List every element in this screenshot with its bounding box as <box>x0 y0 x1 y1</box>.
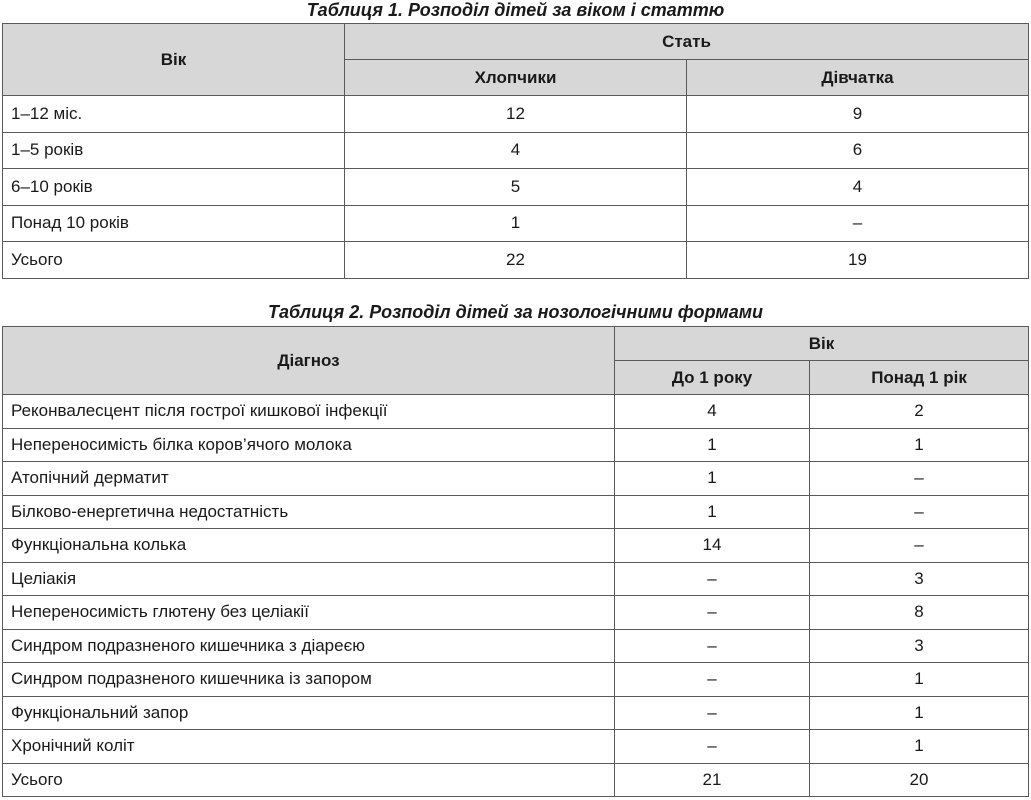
girls-cell: – <box>687 205 1029 242</box>
age-cell: 1–12 міс. <box>3 96 345 133</box>
age-cell: 1–5 років <box>3 132 345 169</box>
under1-cell: 1 <box>615 462 810 496</box>
over1-cell: 1 <box>810 696 1029 730</box>
diagnosis-cell: Реконвалесцент після гострої кишкової інфекції <box>3 395 615 429</box>
over1-cell: 3 <box>810 629 1029 663</box>
table-total-row <box>3 763 1029 797</box>
table-row <box>3 596 1029 630</box>
under1-cell: – <box>615 562 810 596</box>
age-cell: Усього <box>3 242 345 279</box>
diagnosis-cell: Непереносимість глютену без целіакії <box>3 596 615 630</box>
over1-cell: – <box>810 462 1029 496</box>
girls-cell: 19 <box>687 242 1029 279</box>
under1-cell: – <box>615 730 810 764</box>
under1-column-header: До 1 року <box>615 361 810 395</box>
age-cell: Понад 10 років <box>3 205 345 242</box>
age-column-header: Вік <box>3 24 345 96</box>
diagnosis-cell: Непереносимість білка коров’ячого молока <box>3 428 615 462</box>
over1-cell: 1 <box>810 730 1029 764</box>
table1-header-row <box>3 24 1029 60</box>
over1-column-header: Понад 1 рік <box>810 361 1029 395</box>
diagnosis-cell: Білково-енергетична недостатність <box>3 495 615 529</box>
boys-cell: 5 <box>345 169 687 206</box>
diagnosis-cell: Функціональний запор <box>3 696 615 730</box>
boys-cell: 12 <box>345 96 687 133</box>
under1-cell: 21 <box>615 763 810 797</box>
age-column-header: Вік <box>615 327 1029 361</box>
table2-caption: Таблиця 2. Розподіл дітей за нозологічними формами <box>267 302 764 322</box>
diagnosis-cell: Функціональна колька <box>3 529 615 563</box>
table1-caption: Таблиця 1. Розподіл дітей за віком і статтю <box>306 0 725 20</box>
over1-cell: 1 <box>810 428 1029 462</box>
over1-cell: 20 <box>810 763 1029 797</box>
girls-cell: 6 <box>687 132 1029 169</box>
sex-column-header: Стать <box>345 24 1029 60</box>
diagnosis-cell: Целіакія <box>3 562 615 596</box>
over1-cell: – <box>810 495 1029 529</box>
table-row <box>3 730 1029 764</box>
table-row <box>3 132 1029 169</box>
under1-cell: 4 <box>615 395 810 429</box>
girls-column-header: Дівчатка <box>687 60 1029 96</box>
boys-cell: 4 <box>345 132 687 169</box>
diagnosis-cell: Атопічний дерматит <box>3 462 615 496</box>
over1-cell: 2 <box>810 395 1029 429</box>
girls-cell: 4 <box>687 169 1029 206</box>
over1-cell: 1 <box>810 663 1029 697</box>
table-row <box>3 462 1029 496</box>
table-row <box>3 495 1029 529</box>
under1-cell: – <box>615 596 810 630</box>
under1-cell: 1 <box>615 428 810 462</box>
over1-cell: 3 <box>810 562 1029 596</box>
boys-cell: 1 <box>345 205 687 242</box>
table-total-row <box>3 242 1029 279</box>
table-row <box>3 169 1029 206</box>
table-row <box>3 205 1029 242</box>
diagnosis-cell: Синдром подразненого кишечника з діареєю <box>3 629 615 663</box>
table2-header-row <box>3 327 1029 361</box>
diagnosis-cell: Усього <box>3 763 615 797</box>
under1-cell: 1 <box>615 495 810 529</box>
age-sex-table <box>2 23 1029 279</box>
table-row <box>3 663 1029 697</box>
diagnosis-cell: Хронічний коліт <box>3 730 615 764</box>
table-row <box>3 96 1029 133</box>
over1-cell: 8 <box>810 596 1029 630</box>
diagnosis-cell: Синдром подразненого кишечника із запором <box>3 663 615 697</box>
boys-cell: 22 <box>345 242 687 279</box>
table-row <box>3 428 1029 462</box>
age-cell: 6–10 років <box>3 169 345 206</box>
table-row <box>3 395 1029 429</box>
under1-cell: – <box>615 629 810 663</box>
under1-cell: – <box>615 663 810 697</box>
table-row <box>3 529 1029 563</box>
table-row <box>3 696 1029 730</box>
under1-cell: 14 <box>615 529 810 563</box>
under1-cell: – <box>615 696 810 730</box>
boys-column-header: Хлопчики <box>345 60 687 96</box>
table-row <box>3 629 1029 663</box>
table-row <box>3 562 1029 596</box>
girls-cell: 9 <box>687 96 1029 133</box>
nosology-table <box>2 326 1029 797</box>
diagnosis-column-header: Діагноз <box>3 327 615 395</box>
over1-cell: – <box>810 529 1029 563</box>
